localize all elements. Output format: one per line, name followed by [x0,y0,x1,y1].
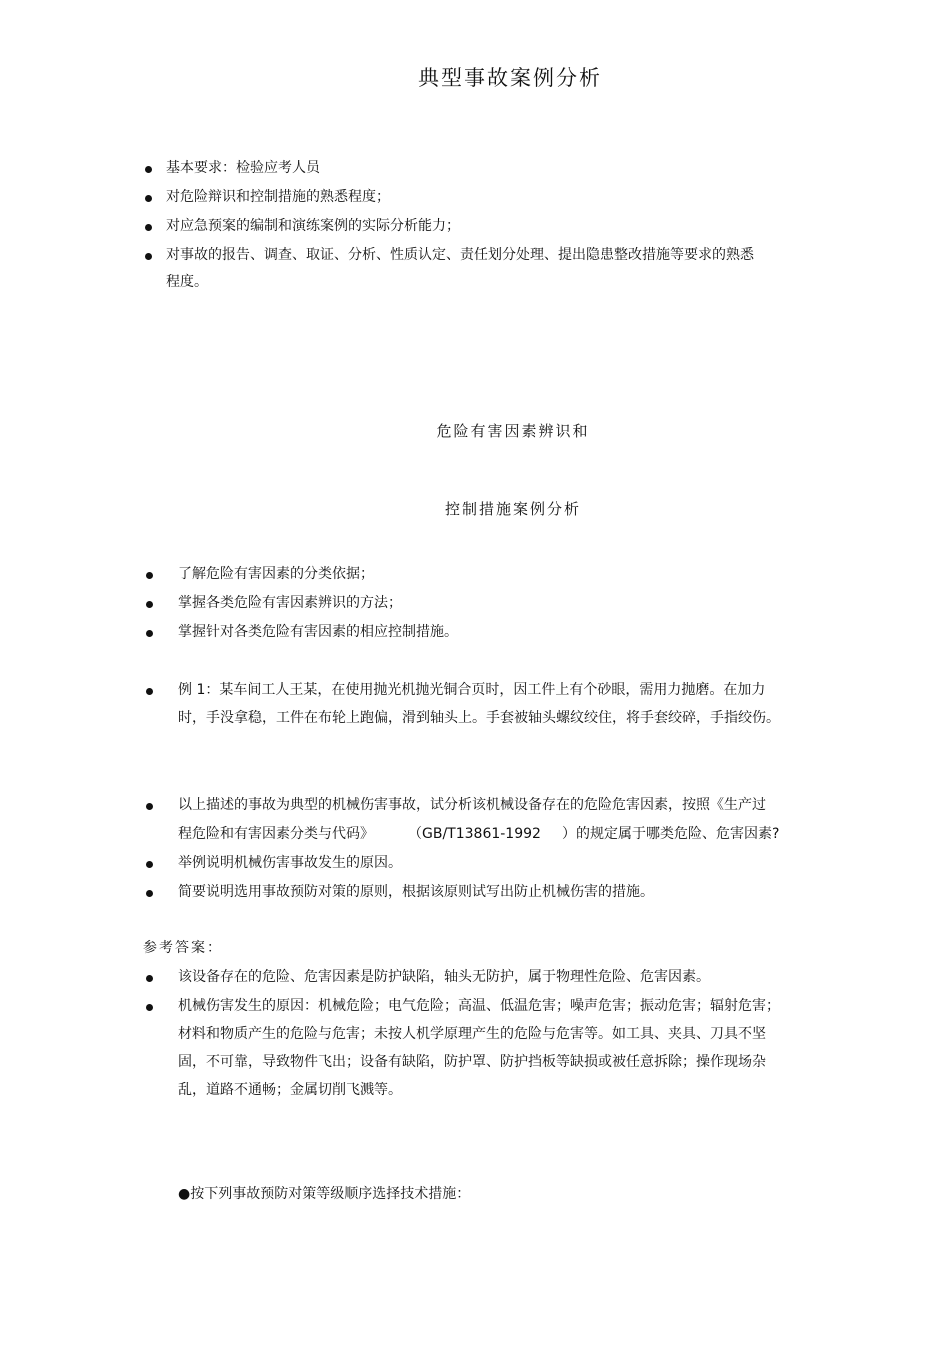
answer-line: 固，不可靠，导致物件飞出；设备有缺陷，防护罩、防护挡板等缺损或被任意拆除；操作现场杂 [178,1054,766,1070]
standard-code: （GB/T13861-1992 [408,826,541,842]
question-line: 程危险和有害因素分类与代码》 [178,826,374,842]
list-item: 掌握针对各类危险有害因素的相应控制措施。 [178,624,458,640]
question-line: 以上描述的事故为典型的机械伤害事故，试分析该机械设备存在的危险危害因素，按照《生产过 [178,797,766,813]
answer-line: 材料和物质产生的危险与危害；未按人机学原理产生的危险与危害等。如工具、夹具、刀具不坚 [178,1026,766,1042]
list-item: 基本要求：检验应考人员 [166,160,320,176]
list-item: 掌握各类危险有害因素辨识的方法； [178,595,402,611]
list-item-continuation: 程度。 [166,274,208,290]
page-title: 典型事故案例分析 [418,66,602,90]
bullet-icon [145,195,152,202]
list-item: 对危险辩识和控制措施的熟悉程度； [166,189,390,205]
bullet-icon [146,688,153,695]
bullet-icon [146,803,153,810]
list-item: 了解危险有害因素的分类依据； [178,566,374,582]
bullet-icon [146,975,153,982]
bullet-icon [145,253,152,260]
answer-line: 机械伤害发生的原因：机械危险；电气危险；高温、低温危害；噪声危害；振动危害；辐射危害； [178,998,780,1014]
section-heading-line1: 危险有害因素辨识和 [436,422,590,440]
bullet-icon [146,890,153,897]
answer-line: 乱，道路不通畅；金属切削飞溅等。 [178,1082,402,1098]
answer-line: 该设备存在的危险、危害因素是防护缺陷，轴头无防护，属于物理性危险、危害因素。 [178,969,710,985]
bullet-icon [146,861,153,868]
example-line: 例 1：某车间工人王某，在使用抛光机抛光铜合页时，因工件上有个砂眼，需用力抛磨。在加力 [178,682,766,698]
bullet-icon [146,630,153,637]
technical-measures-heading: ●按下列事故预防对策等级顺序选择技术措施： [178,1186,471,1202]
question-line: ）的规定属于哪类危险、危害因素? [562,826,780,842]
bullet-icon [146,1004,153,1011]
section-heading-line2: 控制措施案例分析 [444,500,581,518]
bullet-icon [145,224,152,231]
bullet-icon [146,601,153,608]
question-line: 举例说明机械伤害事故发生的原因。 [178,855,402,871]
bullet-icon [145,166,152,173]
answer-label: 参考答案： [143,940,223,956]
list-item: 对事故的报告、调查、取证、分析、性质认定、责任划分处理、提出隐患整改措施等要求的熟悉 [166,247,754,263]
bullet-icon [146,572,153,579]
list-item: 对应急预案的编制和演练案例的实际分析能力； [166,218,460,234]
example-line: 时，手没拿稳，工件在布轮上跑偏，滑到轴头上。手套被轴头螺纹绞住，将手套绞碎，手指绞伤。 [178,710,780,726]
question-line: 简要说明选用事故预防对策的原则，根据该原则试写出防止机械伤害的措施。 [178,884,654,900]
